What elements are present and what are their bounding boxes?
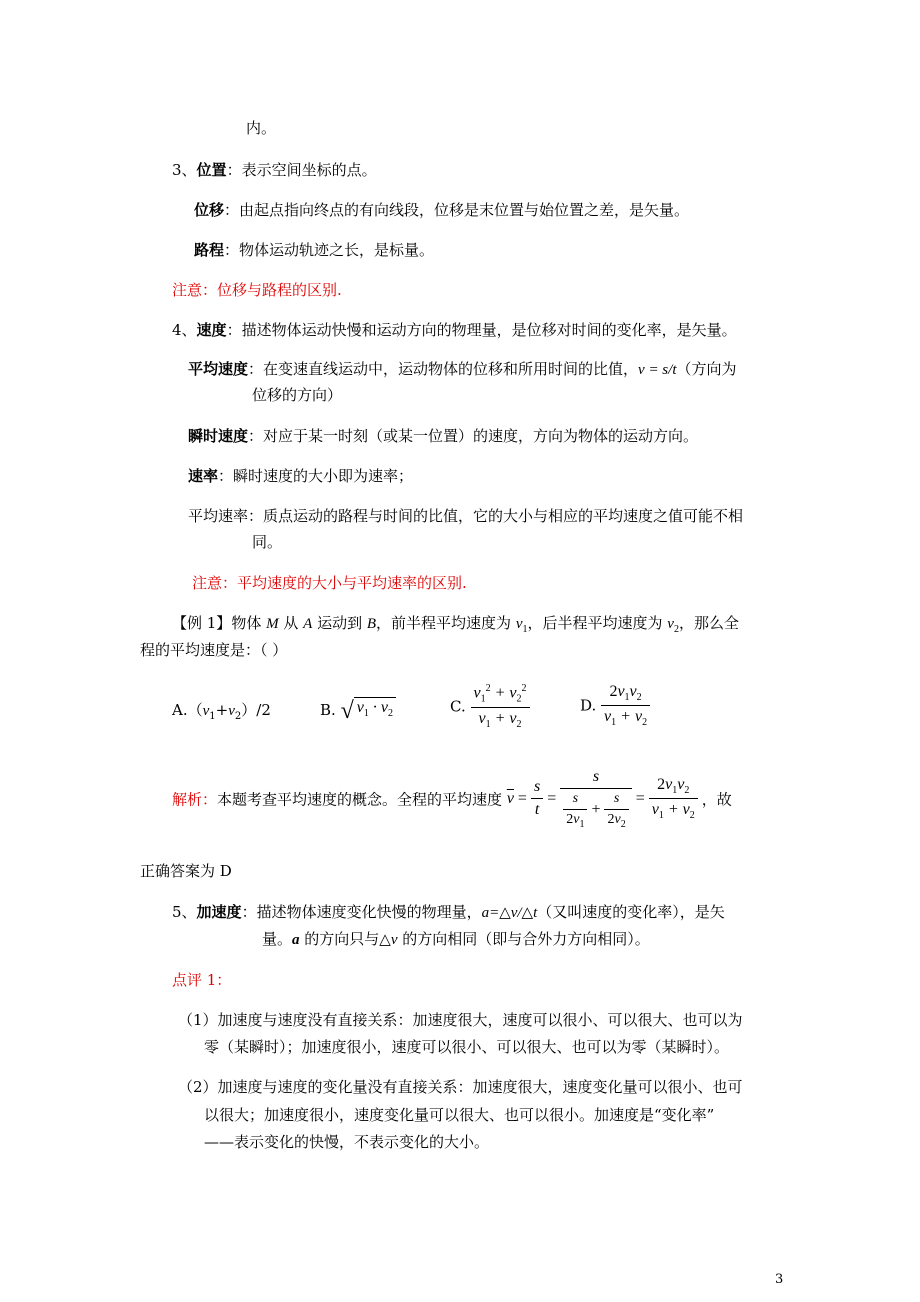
example-text: 运动到 (312, 614, 367, 632)
acceleration-text: 的方向只与△ (299, 930, 391, 948)
acceleration-formula: a=△v/△t (481, 905, 538, 921)
term-speed: 速率 (188, 467, 219, 485)
var-A: A (303, 616, 313, 632)
option-d-formula: $\frac{2v_1v_2}{v_1 + v_2}$ (601, 683, 650, 728)
term-instantaneous-velocity: 瞬时速度 (188, 427, 249, 445)
term-position: 位置 (196, 161, 227, 179)
note-displacement-vs-path: 注意：位移与路程的区别. (172, 281, 342, 299)
acceleration-continuation (262, 929, 650, 950)
comment-label: 点评 1： (172, 971, 232, 989)
option-a-label: A. (172, 701, 188, 719)
example-label: 【例 1】 (172, 614, 232, 632)
acceleration-text: ：描述物体速度变化快慢的物理量， (241, 903, 482, 921)
example-1-question (172, 613, 739, 640)
speed-text: ：瞬时速度的大小即为速率； (218, 467, 414, 485)
comment-point-1: （1）加速度与速度没有直接关系：加速度很大，速度可以很小、可以很大、也可以为 (178, 1011, 743, 1029)
example-text: 物体 (231, 614, 267, 632)
example-text: ，后半程平均速度为 (527, 614, 668, 632)
term-acceleration: 加速度 (196, 903, 242, 921)
average-velocity-text: ：在变速直线运动中，运动物体的位移和所用时间的比值， (248, 360, 639, 378)
average-speed-continuation: 同。 (252, 533, 283, 551)
item-number: 3、 (172, 161, 197, 179)
analysis-formula: $\overline{v}$ = $\frac{s}{t}$ = s $\frac{s}{2v_1}$ + $\frac{s}{2v_2}$ = $\frac{2v_1v_2}{v_1 + v_2}$ (507, 790, 702, 807)
comment-point-2: （2）加速度与速度的变化量没有直接关系：加速度很大，速度变化量可以很小、也可 (178, 1078, 743, 1096)
analysis-label: 解析： (172, 790, 218, 809)
average-speed-definition: 平均速率：质点运动的路程与时间的比值，它的大小与相应的平均速度之值可能不相 (188, 507, 744, 525)
analysis-tail: ，故 (701, 790, 732, 809)
acceleration-text: 量。 (262, 930, 293, 948)
displacement-text: ：由起点指向终点的有向线段，位移是末位置与始位置之差，是矢量。 (224, 201, 690, 219)
acceleration-text: 的方向相同（即与合外力方向相同）。 (397, 930, 650, 948)
term-displacement: 位移 (194, 201, 225, 219)
option-b-formula: √ $v_1 \cdot v_2$ (341, 690, 396, 732)
note-average-velocity-vs-speed: 注意：平均速度的大小与平均速率的区别. (192, 574, 467, 592)
displacement-definition (194, 200, 689, 220)
average-velocity-text-tail: （方向为 (676, 360, 737, 378)
item-number: 4、 (172, 321, 197, 339)
example-text: ，前半程平均速度为 (376, 614, 516, 632)
position-text: ：表示空间坐标的点。 (226, 161, 377, 179)
example-1-question-continuation: 程的平均速度是：（ ） (140, 641, 288, 659)
var-a: a (292, 932, 300, 948)
term-average-velocity: 平均速度 (188, 360, 249, 378)
acceleration-text-tail: （又叫速度的变化率），是矢 (537, 903, 725, 921)
item-number: 5、 (172, 903, 197, 921)
var-v1: $v_1$ (515, 616, 528, 635)
continuation-line: 内。 (246, 119, 277, 137)
option-d (580, 683, 650, 728)
option-b (320, 690, 396, 732)
analysis-text: 本题考查平均速度的概念。全程的平均速度 (217, 790, 503, 809)
option-a: $A.(v_1+v_2)/2$ (172, 701, 271, 722)
speed-definition (188, 466, 413, 486)
term-path: 路程 (194, 241, 225, 259)
analysis-answer: 正确答案为 D (140, 862, 232, 880)
term-velocity: 速度 (196, 321, 227, 339)
instantaneous-velocity-definition (188, 426, 698, 446)
option-c (450, 683, 530, 730)
example-text: 从 (278, 614, 304, 632)
option-d-label: D. (580, 696, 597, 715)
var-v: v (390, 932, 398, 948)
average-velocity-continuation: 位移的方向） (252, 386, 343, 404)
path-definition (194, 240, 434, 260)
acceleration-definition (172, 902, 725, 923)
velocity-text: ：描述物体运动快慢和运动方向的物理量，是位移对时间的变化率，是矢量。 (226, 321, 737, 339)
analysis-line (172, 768, 732, 830)
instantaneous-velocity-text: ：对应于某一时刻（或某一位置）的速度，方向为物体的运动方向。 (248, 427, 699, 445)
option-b-label: B. (320, 701, 336, 720)
page-number: 3 (775, 1272, 784, 1287)
average-velocity-formula: v = s/t (638, 362, 677, 378)
comment-point-1-continuation: 零（某瞬时）；加速度很小，速度可以很小、可以很大、也可以为零（某瞬时）。 (204, 1038, 730, 1056)
path-text: ：物体运动轨迹之长，是标量。 (224, 241, 435, 259)
var-v2: $v_2$ (667, 616, 679, 635)
example-text: ，那么全 (678, 614, 739, 632)
comment-point-2-continuation: 以很大；加速度很小，速度变化量可以很大、也可以很小。加速度是“变化率” (204, 1106, 715, 1124)
option-c-formula: $\frac{v_1^2 + v_2^2}{v_1 + v_2}$ (471, 683, 530, 730)
average-velocity-definition (188, 359, 737, 380)
position-definition (172, 160, 377, 180)
option-c-label: C. (450, 697, 466, 716)
comment-point-2-continuation: ——表示变化的快慢，不表示变化的大小。 (204, 1133, 490, 1151)
var-B: B (366, 616, 377, 632)
var-M: M (266, 616, 279, 632)
velocity-definition (172, 320, 737, 340)
